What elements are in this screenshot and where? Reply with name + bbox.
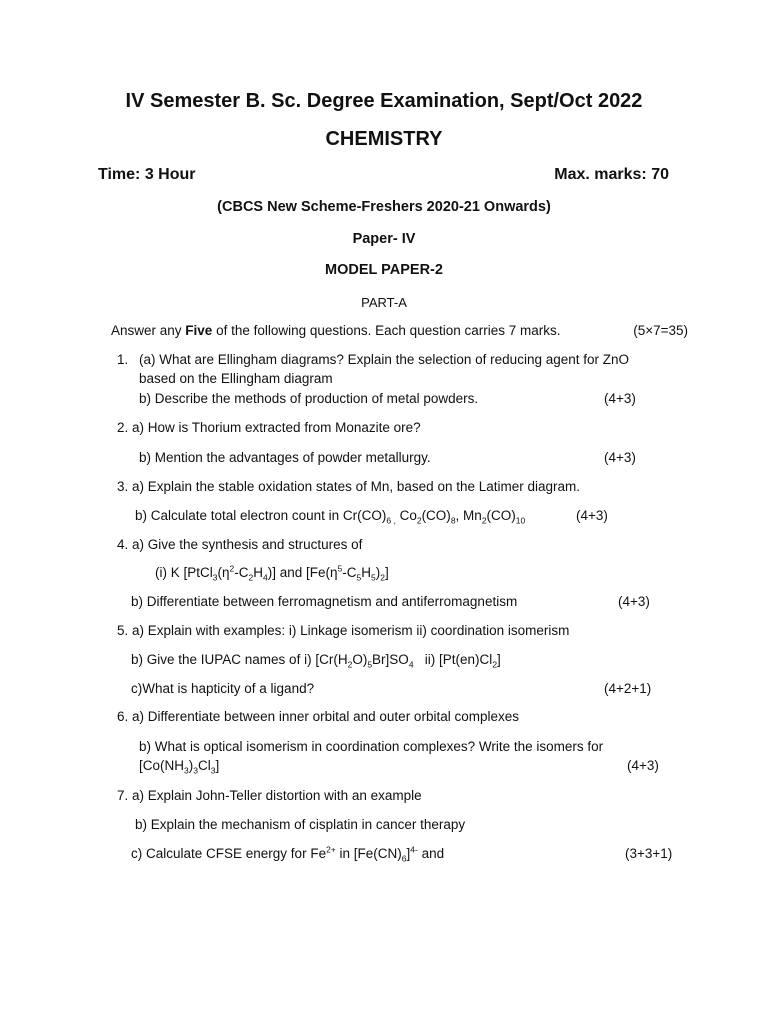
q5-part-a: 5. a) Explain with examples: i) Linkage isomerism ii) coordination isomerism [117, 623, 570, 638]
q6-part-b-line1: b) What is optical isomerism in coordination complexes? Write the isomers for [139, 739, 604, 754]
q2-part-a: 2. a) How is Thorium extracted from Monazite ore? [117, 420, 421, 435]
part-label: PART-A [361, 295, 407, 310]
q4-part-a-compounds: (i) K $[PtCl_3(\eta^2-C_2H_4)]$ and $[Fe(\eta^5-C_5H_5)_2]$ [155, 563, 389, 583]
q4-part-b: b) Differentiate between ferromagnetism and antiferromagnetism [131, 594, 518, 609]
time-label: Time: 3 Hour [98, 166, 196, 183]
q4-marks: (4+3) [618, 594, 650, 609]
q7-part-b: b) Explain the mechanism of cisplatin in cancer therapy [135, 817, 466, 832]
q5-part-b: b) Give the IUPAC names of i) $[Cr(H_2O)_5Br]SO_4$ ii) $[Pt(en)Cl_2]$ [131, 652, 501, 670]
scheme-label: (CBCS New Scheme-Freshers 2020-21 Onwards) [217, 199, 551, 215]
model-paper-label: MODEL PAPER-2 [325, 262, 443, 278]
q3-part-b: b) Calculate total electron count in $Cr(CO)_{6 ,}$ $Co_2(CO)_8$, $Mn_2(CO)_{10}$ [135, 508, 526, 526]
q3-part-a: 3. a) Explain the stable oxidation states of Mn, based on the Latimer diagram. [117, 479, 581, 494]
paper-label: Paper- IV [352, 231, 416, 247]
exam-title: IV Semester B. Sc. Degree Examination, Sept/Oct 2022 [125, 90, 643, 112]
subject-title: CHEMISTRY [325, 128, 443, 150]
q2-marks: (4+3) [604, 450, 636, 465]
q7-part-a: 7. a) Explain John-Teller distortion with an example [117, 788, 422, 803]
q3-marks: (4+3) [576, 508, 608, 523]
q1-marks: (4+3) [604, 391, 636, 406]
q1-part-a-line2: based on the Ellingham diagram [139, 371, 333, 386]
q6-marks: (4+3) [627, 758, 659, 773]
q7-marks: (3+3+1) [625, 846, 673, 861]
q7-part-c: c) Calculate CFSE energy for $Fe^{2+}$ in $[Fe(CN)_6]^{4-}$ and [131, 844, 445, 864]
q2-part-b: b) Mention the advantages of powder metallurgy. [139, 450, 431, 465]
q1-part-b: b) Describe the methods of production of metal powders. [139, 391, 479, 406]
q1-part-a-line1: (a) What are Ellingham diagrams? Explain the selection of reducing agent for ZnO [139, 352, 630, 367]
q6-part-a: 6. a) Differentiate between inner orbital and outer orbital complexes [117, 709, 519, 724]
max-marks-label: Max. marks: 70 [554, 166, 669, 183]
q5-part-c: c)What is hapticity of a ligand? [131, 681, 315, 696]
instruction-marks: (5×7=35) [633, 323, 688, 338]
q5-marks: (4+2+1) [604, 681, 652, 696]
q1-number: 1. [117, 352, 129, 367]
q6-part-b-line2: $[Co(NH_3)_3Cl_3]$ [139, 758, 220, 776]
instruction-text: Answer any Five of the following questions. Each question carries 7 marks. [111, 323, 561, 338]
q4-part-a: 4. a) Give the synthesis and structures of [117, 537, 363, 552]
